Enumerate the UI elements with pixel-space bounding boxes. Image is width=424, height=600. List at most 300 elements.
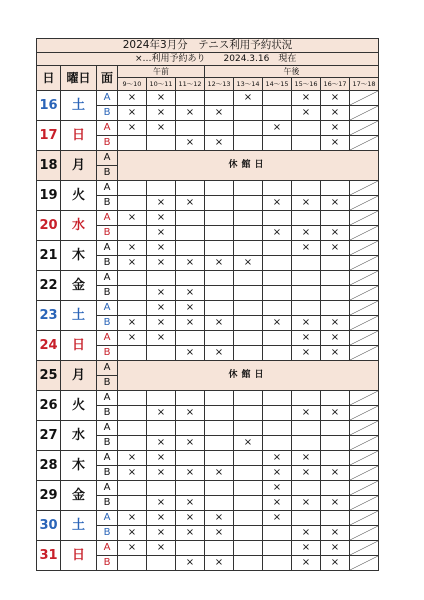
slot-cell: × [205, 466, 234, 481]
slot-cell [234, 496, 263, 511]
slot-cell: × [321, 541, 350, 556]
slot-cell: × [118, 331, 147, 346]
slot-cell [263, 406, 292, 421]
slot-cell [205, 121, 234, 136]
slot-cell: × [321, 346, 350, 361]
date-cell: 26 [37, 391, 61, 421]
reservation-table [36, 38, 379, 571]
slot-cell [118, 136, 147, 151]
slot-cell [176, 121, 205, 136]
slot-cell: × [292, 106, 321, 121]
slot-cell [234, 121, 263, 136]
slot-header-3: 12～13 [205, 78, 234, 91]
slot-cell [176, 481, 205, 496]
slot-cell: × [118, 241, 147, 256]
table-row [37, 421, 379, 436]
slot-cell [205, 391, 234, 406]
slot-cell [205, 421, 234, 436]
slot-cell: × [147, 541, 176, 556]
weekday-cell: 水 [61, 211, 97, 241]
slot-cell [234, 316, 263, 331]
slot-cell [176, 271, 205, 286]
weekday-cell: 土 [61, 301, 97, 331]
slot-cell [176, 226, 205, 241]
slot-cell [263, 436, 292, 451]
weekday-cell: 金 [61, 271, 97, 301]
slot-cell: × [205, 136, 234, 151]
slot-header-7: 16～17 [321, 78, 350, 91]
slot-cell [176, 421, 205, 436]
slot-cell: × [292, 226, 321, 241]
slot-cell: × [292, 331, 321, 346]
slot-cell [118, 226, 147, 241]
slot-cell [176, 91, 205, 106]
slot-cell [263, 301, 292, 316]
court-cell: B [97, 466, 118, 481]
date-cell: 24 [37, 331, 61, 361]
unavailable-slot [350, 436, 379, 451]
slot-cell [292, 286, 321, 301]
unavailable-slot [350, 91, 379, 106]
slot-cell: × [321, 136, 350, 151]
slot-cell [234, 196, 263, 211]
slot-cell [321, 421, 350, 436]
weekday-cell: 火 [61, 391, 97, 421]
unavailable-slot [350, 211, 379, 226]
slot-cell: × [321, 91, 350, 106]
table-row [37, 481, 379, 496]
slot-cell: × [176, 106, 205, 121]
slot-cell: × [147, 436, 176, 451]
slot-cell [292, 391, 321, 406]
unavailable-slot [350, 121, 379, 136]
slot-cell: × [147, 466, 176, 481]
slot-cell [118, 421, 147, 436]
slot-cell [118, 391, 147, 406]
unavailable-slot [350, 136, 379, 151]
slot-cell: × [263, 451, 292, 466]
slot-cell: × [263, 481, 292, 496]
unavailable-slot [350, 196, 379, 211]
slot-cell [118, 496, 147, 511]
court-cell: A [97, 271, 118, 286]
table-row [37, 181, 379, 196]
slot-cell: × [263, 196, 292, 211]
slot-cell [263, 391, 292, 406]
slot-cell [205, 496, 234, 511]
court-cell: B [97, 196, 118, 211]
weekday-cell: 木 [61, 241, 97, 271]
slot-cell [292, 211, 321, 226]
slot-cell: × [147, 226, 176, 241]
slot-cell [321, 511, 350, 526]
slot-cell: × [147, 211, 176, 226]
slot-cell: × [176, 556, 205, 571]
slot-cell: × [321, 406, 350, 421]
date-cell: 23 [37, 301, 61, 331]
court-cell: B [97, 496, 118, 511]
slot-cell: × [205, 346, 234, 361]
weekday-cell: 金 [61, 481, 97, 511]
date-cell: 28 [37, 451, 61, 481]
date-cell: 21 [37, 241, 61, 271]
page-title: 2024年3月分 テニス利用予約状況 [37, 39, 379, 53]
court-cell: A [97, 331, 118, 346]
slot-header-2: 11～12 [176, 78, 205, 91]
slot-cell [205, 271, 234, 286]
unavailable-slot [350, 481, 379, 496]
slot-cell [205, 196, 234, 211]
weekday-cell: 日 [61, 121, 97, 151]
slot-cell: × [118, 466, 147, 481]
slot-cell [147, 556, 176, 571]
slot-cell [234, 181, 263, 196]
slot-cell: × [176, 466, 205, 481]
slot-header-6: 15～16 [292, 78, 321, 91]
slot-cell [147, 181, 176, 196]
slot-cell [321, 211, 350, 226]
date-cell: 27 [37, 421, 61, 451]
slot-cell: × [176, 316, 205, 331]
unavailable-slot [350, 241, 379, 256]
slot-cell: × [234, 91, 263, 106]
unavailable-slot [350, 451, 379, 466]
court-cell: B [97, 106, 118, 121]
table-row [37, 511, 379, 526]
slot-cell: × [176, 136, 205, 151]
slot-cell: × [321, 106, 350, 121]
weekday-cell: 日 [61, 331, 97, 361]
slot-cell: × [292, 541, 321, 556]
slot-cell [147, 136, 176, 151]
slot-cell: × [292, 526, 321, 541]
court-cell: B [97, 406, 118, 421]
table-row [37, 451, 379, 466]
slot-cell: × [205, 511, 234, 526]
slot-cell [292, 136, 321, 151]
slot-cell: × [118, 256, 147, 271]
slot-cell [263, 541, 292, 556]
slot-cell: × [176, 256, 205, 271]
slot-cell: × [321, 496, 350, 511]
unavailable-slot [350, 286, 379, 301]
unavailable-slot [350, 541, 379, 556]
slot-cell [147, 481, 176, 496]
slot-cell: × [147, 526, 176, 541]
slot-cell [263, 106, 292, 121]
slot-cell [118, 301, 147, 316]
court-cell: B [97, 286, 118, 301]
table-row [37, 541, 379, 556]
slot-cell: × [292, 316, 321, 331]
slot-cell: × [234, 256, 263, 271]
slot-cell: × [176, 496, 205, 511]
court-cell: A [97, 511, 118, 526]
slot-cell: × [118, 106, 147, 121]
slot-cell [147, 346, 176, 361]
unavailable-slot [350, 346, 379, 361]
slot-cell [176, 391, 205, 406]
slot-cell [176, 181, 205, 196]
slot-cell: × [263, 316, 292, 331]
slot-cell [321, 286, 350, 301]
unavailable-slot [350, 331, 379, 346]
slot-cell: × [263, 511, 292, 526]
table-row [37, 91, 379, 106]
slot-cell: × [147, 316, 176, 331]
date-cell: 18 [37, 151, 61, 181]
slot-cell [234, 331, 263, 346]
weekday-cell: 月 [61, 151, 97, 181]
slot-cell: × [147, 331, 176, 346]
slot-cell: × [321, 466, 350, 481]
slot-cell [292, 256, 321, 271]
slot-cell [118, 406, 147, 421]
slot-cell [292, 436, 321, 451]
unavailable-slot [350, 226, 379, 241]
slot-cell [263, 211, 292, 226]
slot-cell: × [205, 106, 234, 121]
slot-cell [205, 541, 234, 556]
court-cell: B [97, 256, 118, 271]
date-cell: 19 [37, 181, 61, 211]
weekday-header: 曜日 [61, 66, 97, 91]
unavailable-slot [350, 106, 379, 121]
unavailable-slot [350, 526, 379, 541]
slot-cell: × [321, 331, 350, 346]
slot-cell [263, 91, 292, 106]
slot-cell: × [147, 91, 176, 106]
slot-cell: × [147, 196, 176, 211]
unavailable-slot [350, 256, 379, 271]
court-cell: A [97, 541, 118, 556]
slot-cell [234, 211, 263, 226]
slot-cell: × [292, 196, 321, 211]
table-row [37, 121, 379, 136]
slot-cell [118, 181, 147, 196]
slot-cell [292, 301, 321, 316]
slot-cell [205, 406, 234, 421]
court-cell: A [97, 121, 118, 136]
slot-cell [205, 226, 234, 241]
unavailable-slot [350, 466, 379, 481]
slot-cell [263, 556, 292, 571]
weekday-cell: 土 [61, 511, 97, 541]
slot-cell: × [176, 511, 205, 526]
slot-cell [234, 481, 263, 496]
slot-cell [263, 286, 292, 301]
slot-cell [321, 481, 350, 496]
slot-cell [118, 436, 147, 451]
table-row [37, 331, 379, 346]
slot-cell [118, 556, 147, 571]
court-cell: A [97, 451, 118, 466]
court-cell: B [97, 526, 118, 541]
slot-cell: × [321, 556, 350, 571]
slot-cell [147, 271, 176, 286]
slot-cell [234, 286, 263, 301]
slot-cell: × [205, 556, 234, 571]
slot-cell: × [147, 301, 176, 316]
slot-cell [263, 331, 292, 346]
slot-cell [118, 481, 147, 496]
slot-cell: × [118, 121, 147, 136]
slot-cell: × [321, 241, 350, 256]
slot-cell [263, 346, 292, 361]
court-cell: B [97, 136, 118, 151]
slot-cell: × [118, 541, 147, 556]
slot-cell [263, 271, 292, 286]
slot-cell [292, 181, 321, 196]
slot-cell [205, 91, 234, 106]
slot-cell [234, 241, 263, 256]
slot-cell: × [292, 241, 321, 256]
slot-cell [263, 181, 292, 196]
slot-cell [205, 211, 234, 226]
slot-cell [176, 241, 205, 256]
slot-cell: × [176, 196, 205, 211]
slot-cell [292, 421, 321, 436]
slot-cell [205, 331, 234, 346]
slot-header-8: 17～18 [350, 78, 379, 91]
slot-cell: × [118, 526, 147, 541]
closed-day-label: 休館日 [118, 151, 379, 181]
slot-cell: × [147, 241, 176, 256]
slot-cell: × [234, 436, 263, 451]
slot-header-5: 14～15 [263, 78, 292, 91]
court-cell: A [97, 481, 118, 496]
slot-cell: × [147, 406, 176, 421]
weekday-cell: 木 [61, 451, 97, 481]
slot-cell [234, 226, 263, 241]
weekday-cell: 火 [61, 181, 97, 211]
slot-cell: × [118, 316, 147, 331]
slot-cell: × [263, 121, 292, 136]
slot-cell: × [263, 466, 292, 481]
table-row [37, 241, 379, 256]
slot-cell [205, 301, 234, 316]
slot-cell [292, 121, 321, 136]
slot-cell [118, 346, 147, 361]
slot-cell [118, 286, 147, 301]
closed-day-label: 休館日 [118, 361, 379, 391]
slot-cell: × [147, 511, 176, 526]
slot-cell [176, 541, 205, 556]
slot-header-0: 9～10 [118, 78, 147, 91]
weekday-cell: 日 [61, 541, 97, 571]
unavailable-slot [350, 511, 379, 526]
court-cell: B [97, 226, 118, 241]
court-cell: A [97, 421, 118, 436]
slot-cell: × [147, 256, 176, 271]
date-cell: 16 [37, 91, 61, 121]
unavailable-slot [350, 391, 379, 406]
slot-cell: × [292, 451, 321, 466]
slot-cell: × [292, 496, 321, 511]
slot-cell: × [118, 511, 147, 526]
slot-cell [118, 196, 147, 211]
slot-cell [205, 451, 234, 466]
slot-cell: × [263, 496, 292, 511]
slot-cell: × [147, 286, 176, 301]
slot-cell [321, 181, 350, 196]
court-cell: B [97, 436, 118, 451]
slot-cell [234, 271, 263, 286]
slot-cell [263, 421, 292, 436]
court-cell: B [97, 376, 118, 391]
slot-cell [321, 271, 350, 286]
slot-cell: × [118, 91, 147, 106]
slot-cell [205, 481, 234, 496]
court-cell: A [97, 91, 118, 106]
slot-cell [321, 436, 350, 451]
slot-cell [147, 421, 176, 436]
slot-cell [234, 406, 263, 421]
slot-cell [118, 271, 147, 286]
slot-cell [176, 451, 205, 466]
slot-cell [205, 436, 234, 451]
court-header: 面 [97, 66, 118, 91]
court-cell: B [97, 556, 118, 571]
court-cell: B [97, 346, 118, 361]
weekday-cell: 水 [61, 421, 97, 451]
slot-cell: × [118, 211, 147, 226]
slot-cell: × [118, 451, 147, 466]
slot-cell [205, 181, 234, 196]
slot-cell: × [321, 226, 350, 241]
unavailable-slot [350, 406, 379, 421]
date-cell: 29 [37, 481, 61, 511]
court-cell: B [97, 166, 118, 181]
date-cell: 31 [37, 541, 61, 571]
slot-cell: × [176, 526, 205, 541]
slot-cell [321, 256, 350, 271]
unavailable-slot [350, 316, 379, 331]
slot-cell: × [321, 526, 350, 541]
unavailable-slot [350, 421, 379, 436]
table-row [37, 211, 379, 226]
unavailable-slot [350, 301, 379, 316]
slot-cell: × [292, 406, 321, 421]
slot-cell: × [147, 496, 176, 511]
slot-cell: × [205, 256, 234, 271]
court-cell: A [97, 211, 118, 226]
slot-cell: × [147, 121, 176, 136]
slot-cell [263, 526, 292, 541]
table-row [37, 361, 379, 376]
slot-cell [234, 346, 263, 361]
slot-cell [234, 421, 263, 436]
slot-cell [205, 241, 234, 256]
slot-cell [263, 136, 292, 151]
slot-cell: × [321, 196, 350, 211]
slot-cell: × [292, 346, 321, 361]
court-cell: A [97, 391, 118, 406]
slot-cell [292, 511, 321, 526]
court-cell: A [97, 361, 118, 376]
date-cell: 30 [37, 511, 61, 541]
slot-cell: × [176, 346, 205, 361]
slot-header-1: 10～11 [147, 78, 176, 91]
slot-cell: × [176, 301, 205, 316]
date-cell: 20 [37, 211, 61, 241]
unavailable-slot [350, 496, 379, 511]
slot-cell [321, 301, 350, 316]
slot-cell [234, 526, 263, 541]
slot-cell [292, 481, 321, 496]
court-cell: A [97, 301, 118, 316]
court-cell: B [97, 316, 118, 331]
